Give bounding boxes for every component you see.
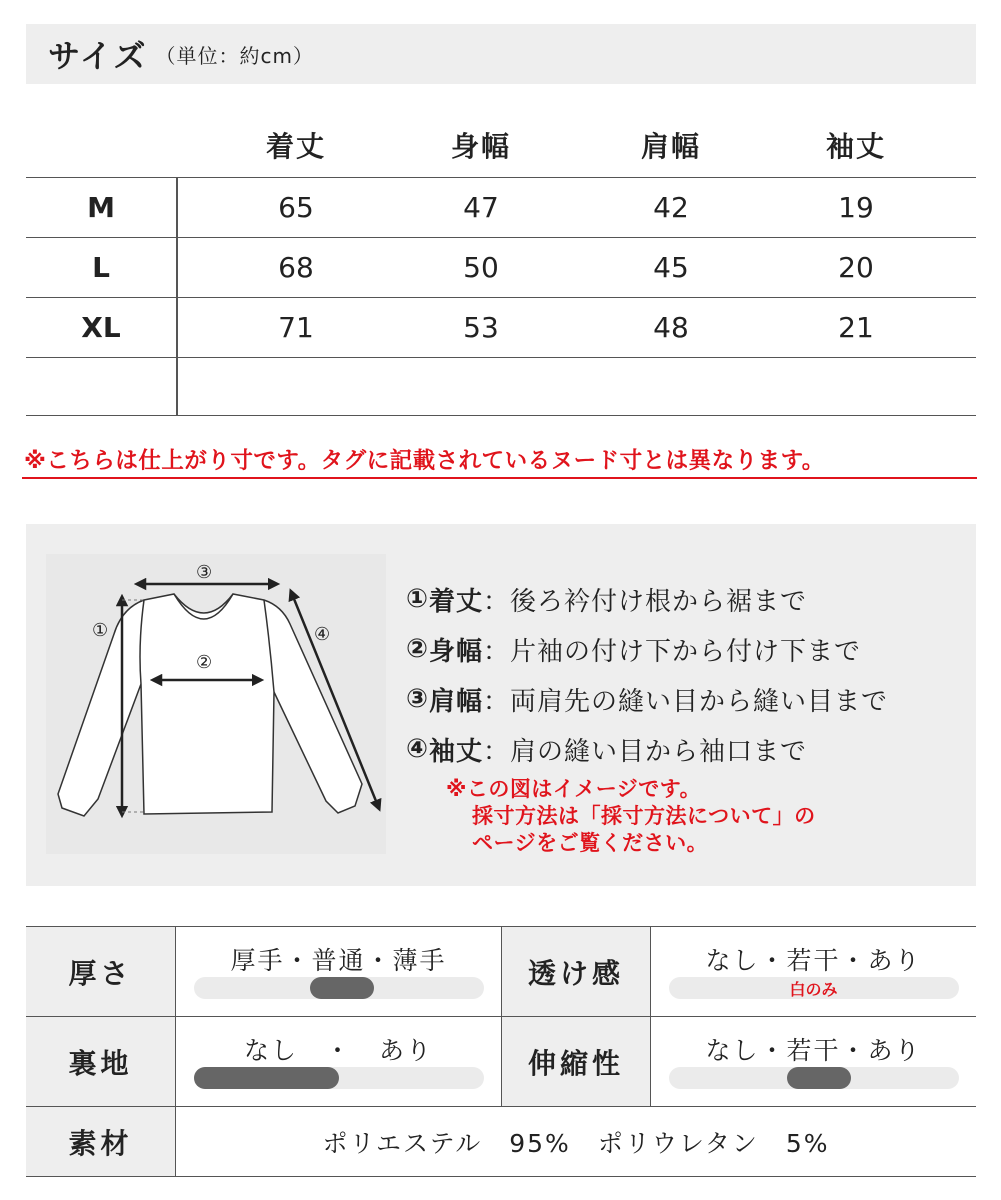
props-row-2 [26,1017,976,1107]
thickness-label: 厚さ [26,927,176,1016]
row-size-label: XL [81,311,121,344]
legend-item: ① 着丈 ：後ろ衿付け根から裾まで [406,584,808,617]
stretch-options: なし・若干・あり [705,1036,922,1065]
stretch-scale [669,1067,959,1089]
image-disclaimer: ※この図はイメージです。 採寸方法は「採寸方法について」の ページをご覧ください。 [446,777,816,855]
props-row-3 [26,1107,976,1177]
marker-2: ② [196,652,213,673]
measurement-diagram-panel [26,524,976,886]
measurement-legend [406,574,888,774]
fabric-properties-table [26,926,976,1177]
marker-4: ④ [314,624,331,645]
cell-shoulder: 45 [653,251,689,284]
size-title: サイズ [48,37,148,75]
thickness-options: 厚手・普通・薄手 [230,946,447,975]
table-row-empty [26,358,976,416]
cell-width: 50 [463,251,499,284]
note-underline [22,477,977,479]
material-value: ポリエステル 95% ポリウレタン 5% [322,1128,830,1158]
marker-3: ③ [196,562,213,583]
table-divider [176,178,178,416]
lining-scale [194,1067,484,1089]
legend-item: ③ 肩幅 ：両肩先の縫い目から縫い目まで [406,684,889,717]
marker-1: ① [92,620,109,641]
lining-options: なし ・ あり [243,1036,433,1065]
thickness-value [176,927,501,1016]
finished-size-note: ※こちらは仕上がり寸です。タグに記載されているヌード寸とは異なります。 [24,448,825,474]
table-row [26,298,976,358]
cell-length: 65 [278,191,314,224]
stretch-indicator [787,1067,851,1089]
size-table-header [26,112,976,178]
header-sleeve: 袖丈 [825,129,886,163]
header-width: 身幅 [450,129,511,163]
cell-sleeve: 19 [838,191,874,224]
stretch-label: 伸縮性 [501,1017,651,1106]
lining-value [176,1017,501,1106]
size-table [26,112,976,416]
lining-indicator [194,1067,339,1089]
transparency-options: なし・若干・あり [705,946,922,975]
stretch-value [651,1017,976,1106]
cell-sleeve: 20 [838,251,874,284]
props-row-1 [26,927,976,1017]
transparency-remark: 白のみ [789,980,838,999]
table-row [26,178,976,238]
transparency-value [651,927,976,1016]
cell-sleeve: 21 [838,311,874,344]
header-length: 着丈 [265,129,326,163]
legend-item: ④ 袖丈 ：肩の縫い目から袖口まで [406,734,808,767]
row-size-label: M [87,191,115,224]
table-row [26,238,976,298]
lining-label: 裏地 [26,1017,176,1106]
cell-width: 53 [463,311,499,344]
material-label: 素材 [26,1107,176,1176]
legend-item: ② 身幅 ：片袖の付け下から付け下まで [406,634,862,667]
header-shoulder: 肩幅 [640,129,701,163]
cell-width: 47 [463,191,499,224]
cell-length: 71 [278,311,314,344]
cell-shoulder: 42 [653,191,689,224]
thickness-indicator [310,977,374,999]
row-size-label: L [92,251,110,284]
garment-illustration [46,554,386,854]
transparency-label: 透け感 [501,927,651,1016]
cell-length: 68 [278,251,314,284]
size-unit: （単位：約cm） [155,43,314,68]
thickness-scale [194,977,484,999]
cell-shoulder: 48 [653,311,689,344]
size-title-bar [26,24,976,84]
